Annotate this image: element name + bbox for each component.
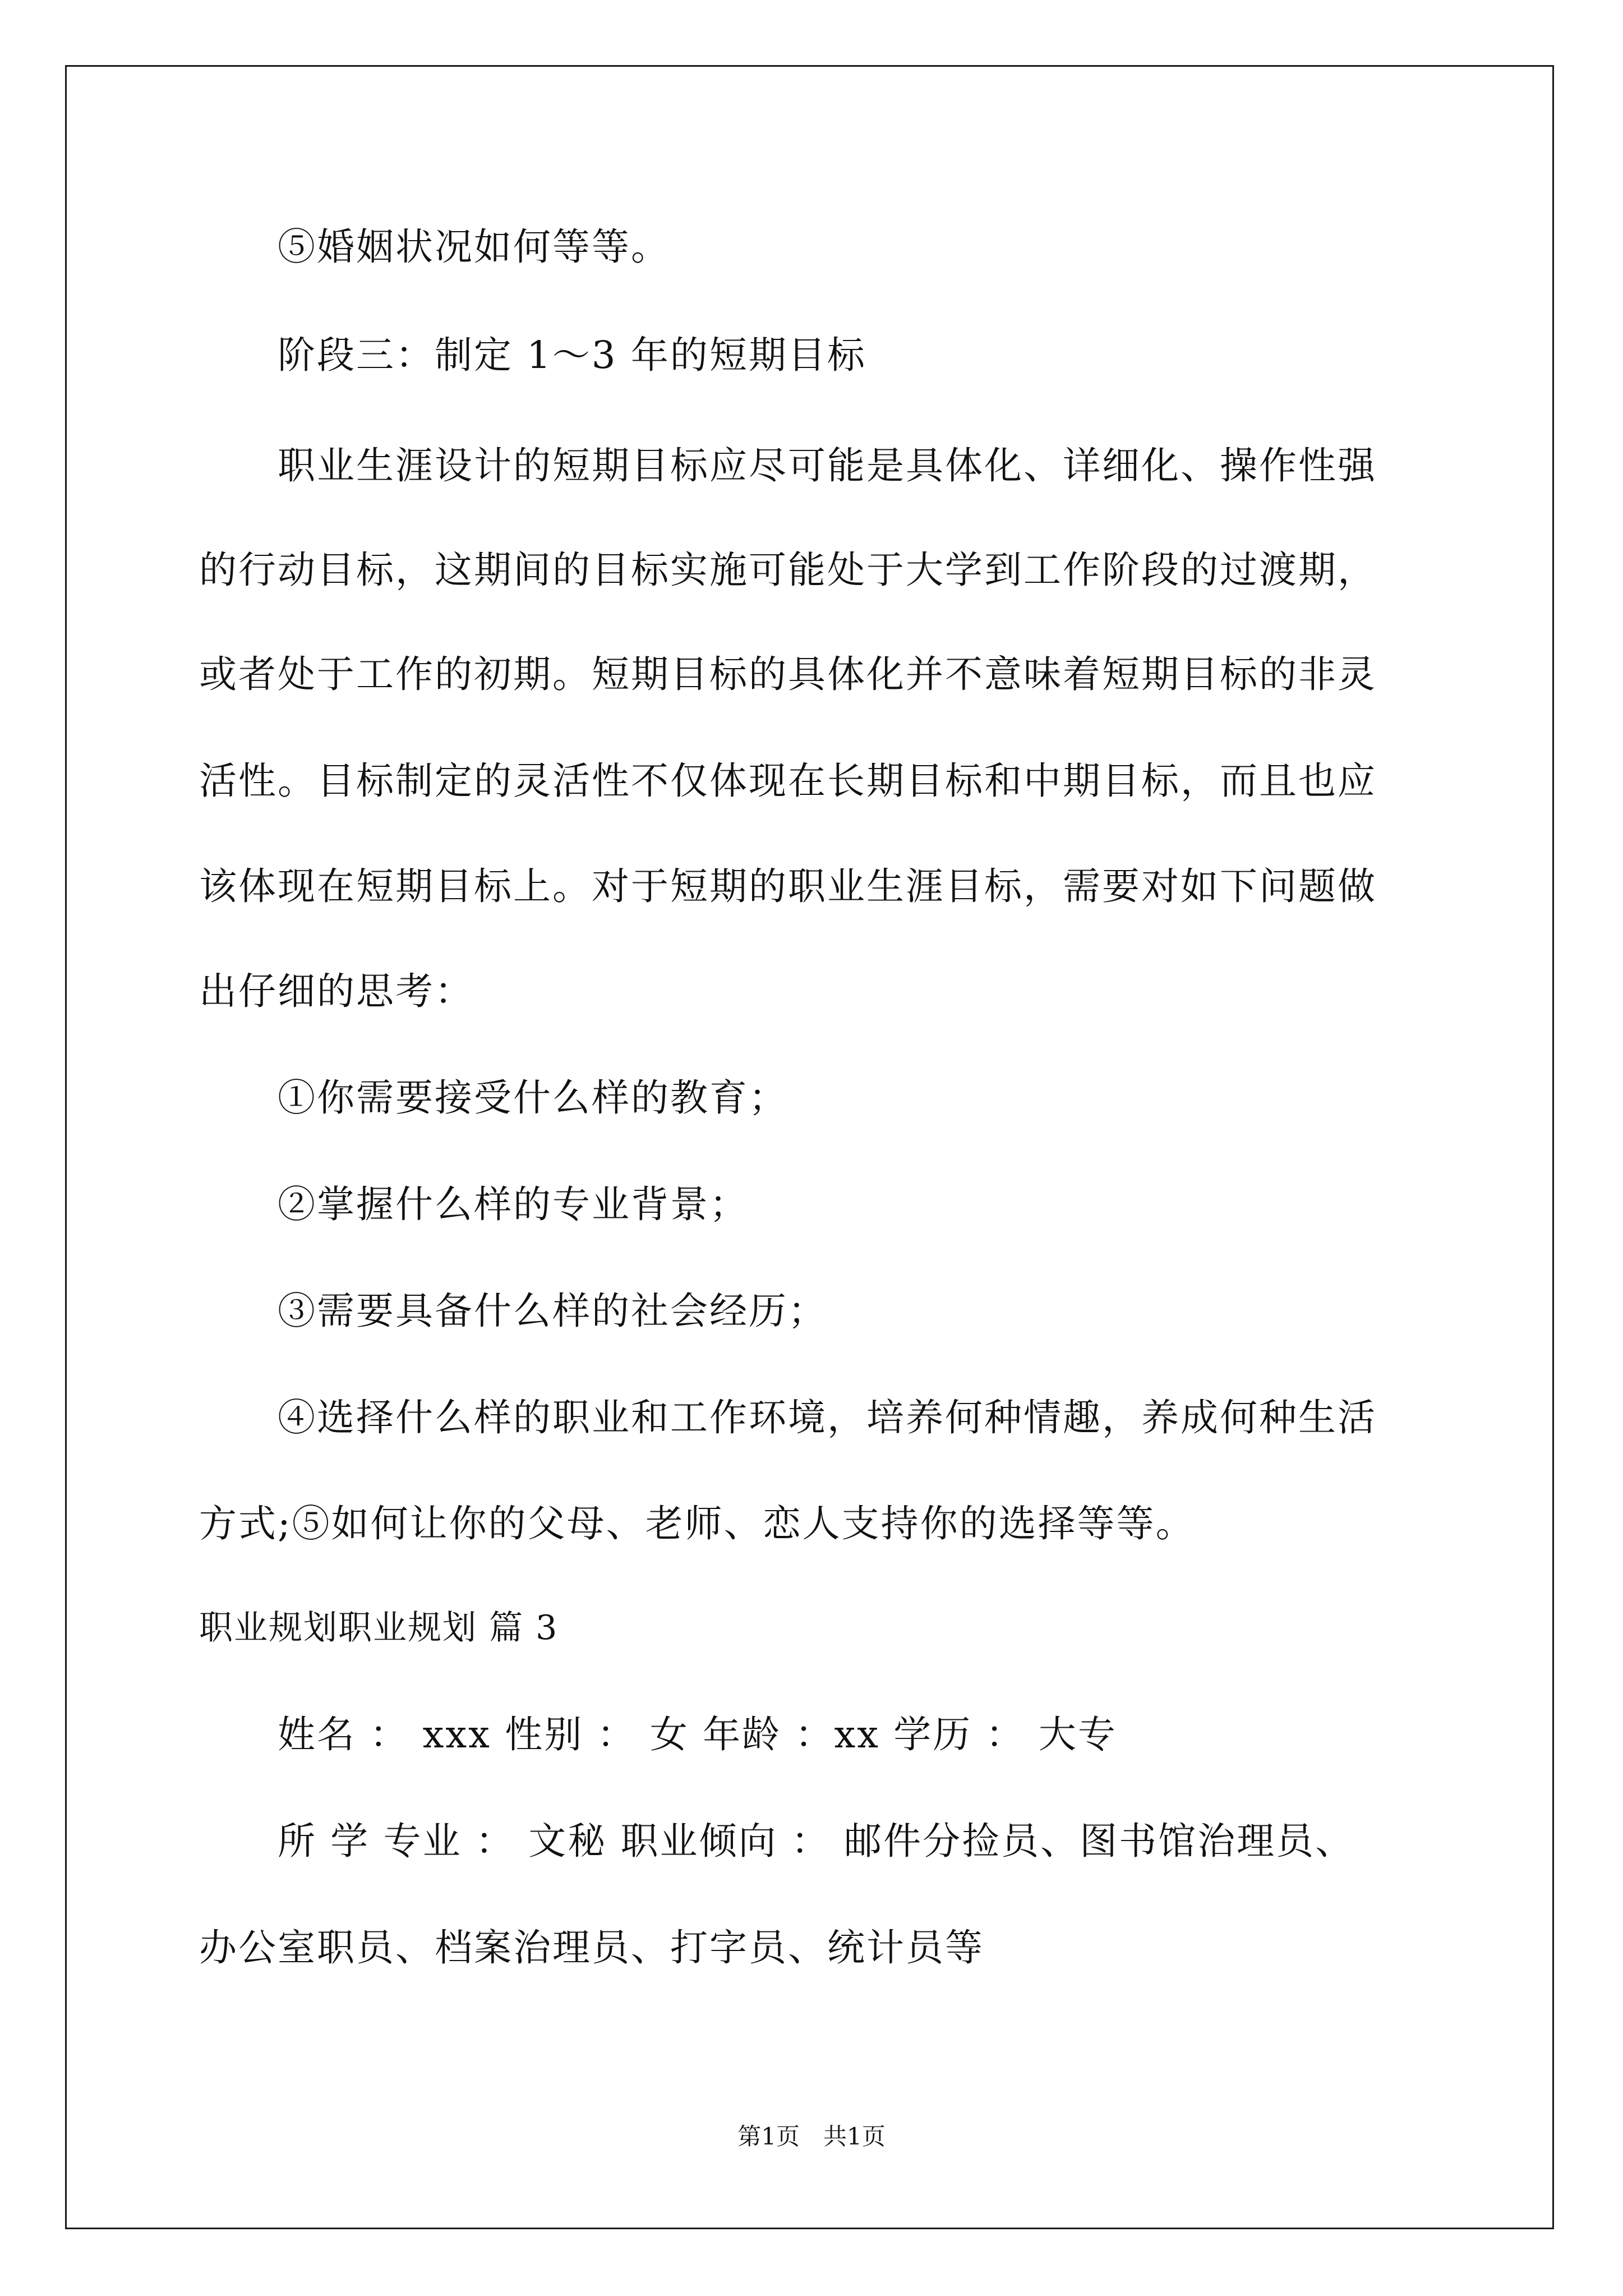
- paragraph-line: 职业生涯设计的短期目标应尽可能是具体化、详细化、操作性强: [278, 444, 1377, 487]
- list-item: ②掌握什么样的专业背景；: [278, 1182, 749, 1226]
- page-number-footer: 第1页 共1页: [737, 2123, 886, 2150]
- paragraph-line: 的行动目标，这期间的目标实施可能处于大学到工作阶段的过渡期，: [199, 548, 1377, 592]
- list-item: ③需要具备什么样的社会经历；: [278, 1289, 827, 1333]
- section-heading: 阶段三：制定 1～3 年的短期目标: [278, 333, 866, 377]
- list-item: ①你需要接受什么样的教育；: [278, 1076, 788, 1120]
- paragraph-line: 活性。目标制定的灵活性不仅体现在长期目标和中期目标，而且也应: [199, 759, 1377, 803]
- paragraph-line: 该体现在短期目标上。对于短期的职业生涯目标，需要对如下问题做: [199, 864, 1377, 908]
- paragraph-line: 或者处于工作的初期。短期目标的具体化并不意味着短期目标的非灵: [199, 652, 1377, 696]
- paragraph-line: 出仔细的思考：: [199, 969, 474, 1013]
- profile-line: 办公室职员、档案治理员、打字员、统计员等: [199, 1926, 984, 1970]
- paragraph-line: ⑤婚姻状况如何等等。: [278, 225, 670, 269]
- list-item: ④选择什么样的职业和工作环境，培养何种情趣，养成何种生活: [278, 1396, 1377, 1439]
- profile-line: 所 学 专业 ： 文秘 职业倾向 ： 邮件分捡员、图书馆治理员、: [278, 1819, 1355, 1863]
- page-border: [65, 65, 1554, 2229]
- article-heading: 职业规划职业规划 篇 3: [199, 1608, 559, 1648]
- profile-line: 姓名 ： xxx 性别 ： 女 年龄 ：xx 学历 ： 大专: [278, 1713, 1117, 1756]
- list-item: 方式;⑤如何让你的父母、老师、恋人支持你的选择等等。: [199, 1502, 1195, 1545]
